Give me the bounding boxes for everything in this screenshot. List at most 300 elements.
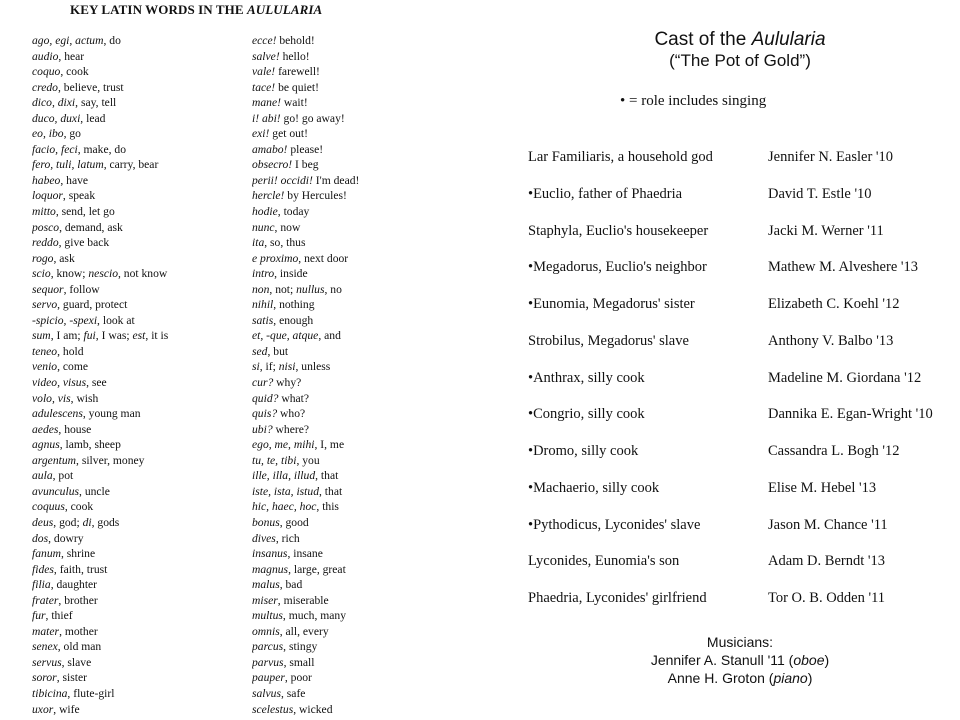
vocab-entry	[32, 251, 252, 267]
latin-term: pauper	[252, 671, 285, 685]
actor-name: Anthony V. Balbo '13	[768, 332, 894, 349]
vocab-entry	[252, 220, 462, 236]
vocabulary-title	[70, 2, 450, 18]
cast-title-work: Aulularia	[751, 29, 826, 50]
english-gloss: , today	[277, 205, 310, 219]
english-gloss: , wicked	[293, 702, 333, 716]
actor-name: Jason M. Chance '11	[768, 516, 888, 533]
actor-name: Dannika E. Egan-Wright '10	[768, 406, 933, 423]
vocab-entry	[252, 297, 462, 313]
latin-term: servus	[32, 655, 62, 669]
english-gloss: hello!	[279, 49, 310, 63]
latin-term: mater	[32, 624, 60, 638]
vocab-entry	[252, 33, 462, 49]
musician-line: Anne H. Groton (piano)	[667, 670, 813, 686]
english-gloss: , I am;	[50, 329, 84, 343]
english-gloss: I'm dead!	[312, 173, 360, 187]
vocab-entry	[252, 49, 462, 65]
latin-term: ille, illa, illud	[252, 469, 316, 483]
latin-term: amabo!	[252, 142, 288, 156]
english-gloss: , carry, bear	[103, 158, 159, 172]
latin-term: scelestus	[252, 702, 294, 716]
latin-term: magnus	[252, 562, 289, 576]
actor-name: David T. Estle '10	[768, 185, 872, 202]
english-gloss: , make, do	[77, 142, 127, 156]
vocab-entry	[32, 624, 252, 640]
musician-name: Anne H. Groton	[667, 670, 769, 686]
role-name: •Eunomia, Megadorus' sister	[528, 296, 695, 312]
english-gloss: , if;	[259, 360, 279, 374]
vocab-entry	[252, 639, 462, 655]
english-gloss: , cook	[64, 500, 94, 514]
latin-term: soror	[32, 671, 57, 685]
english-gloss: , enough	[273, 313, 314, 327]
latin-term: video, visus	[32, 376, 87, 390]
english-gloss: , look at	[97, 313, 135, 327]
latin-term: frater	[32, 593, 59, 607]
latin-term: bonus	[252, 515, 280, 529]
actor-name: Adam D. Berndt '13	[768, 553, 885, 570]
cast-title	[590, 28, 890, 52]
latin-term: uxor	[32, 702, 54, 716]
english-gloss: , silver, money	[76, 453, 145, 467]
latin-term: quis?	[252, 407, 278, 421]
role-name: •Pythodicus, Lyconides' slave	[528, 516, 701, 533]
vocab-entry	[252, 546, 462, 562]
role-name: •Euclio, father of Phaedria	[528, 185, 683, 202]
latin-term: scio	[32, 267, 51, 281]
latin-term: di	[82, 515, 92, 529]
vocab-entry	[252, 422, 462, 438]
vocab-entry	[32, 111, 252, 127]
latin-term: hic, haec, hoc	[252, 500, 317, 514]
latin-term: intro	[252, 267, 275, 281]
vocab-entry	[32, 126, 252, 142]
vocab-entry	[32, 670, 252, 686]
latin-term: dico, dixi	[32, 96, 76, 110]
latin-term: duco, duxi	[32, 111, 81, 125]
vocab-entry	[252, 562, 462, 578]
vocabulary-column-2	[252, 33, 462, 717]
latin-term: obsecro!	[252, 158, 293, 172]
english-gloss: , flute-girl	[67, 686, 115, 700]
vocab-entry	[252, 266, 462, 282]
vocab-entry	[32, 593, 252, 609]
english-gloss: , pot	[52, 469, 74, 483]
english-gloss: , god;	[53, 515, 83, 529]
latin-term: i! abi!	[252, 111, 281, 125]
vocab-entry	[32, 686, 252, 702]
actor-name: Madeline M. Giordana '12	[768, 369, 922, 386]
english-gloss: , dowry	[48, 531, 84, 545]
latin-term: hodie	[252, 205, 278, 219]
role-name: Lar Familiaris, a household god	[528, 149, 713, 165]
latin-term: -spicio, -spexi	[32, 313, 98, 327]
role-name: Phaedria, Lyconides' girlfriend	[528, 590, 707, 606]
english-gloss: , follow	[63, 282, 100, 296]
latin-term: volo, vis	[32, 391, 71, 405]
latin-term: parcus	[252, 640, 284, 654]
vocab-entry	[252, 484, 462, 500]
vocab-entry	[32, 531, 252, 547]
vocab-entry	[32, 546, 252, 562]
latin-term: fur	[32, 609, 46, 623]
latin-term: fui	[83, 329, 96, 343]
latin-term: miser	[252, 593, 278, 607]
latin-term: dos	[32, 531, 49, 545]
english-gloss: , hear	[58, 49, 85, 63]
english-gloss: , small	[283, 655, 315, 669]
latin-term: filia	[32, 578, 51, 592]
english-gloss: , lead	[80, 111, 106, 125]
actor-name: Elise M. Hebel '13	[768, 479, 877, 496]
vocab-entry	[252, 391, 462, 407]
latin-term: e proximo	[252, 251, 299, 265]
latin-term: reddo	[32, 236, 59, 250]
latin-term: adulescens	[32, 407, 83, 421]
english-gloss: , sister	[56, 671, 87, 685]
english-gloss: by Hercules!	[284, 189, 347, 203]
english-gloss: , thief	[45, 609, 73, 623]
latin-term: et, -que, atque	[252, 329, 319, 343]
latin-term: nullus	[296, 282, 325, 296]
english-gloss: , next door	[298, 251, 349, 265]
english-gloss: , demand, ask	[59, 220, 123, 234]
english-gloss: , not know	[118, 267, 168, 281]
vocab-entry	[32, 64, 252, 80]
latin-term: hercle!	[252, 189, 285, 203]
english-gloss: , guard, protect	[57, 298, 128, 312]
english-gloss: , see	[86, 376, 107, 390]
english-gloss: , old man	[57, 640, 102, 654]
latin-term: mane!	[252, 96, 281, 110]
musician-instrument: oboe	[793, 652, 825, 668]
vocab-entry	[32, 655, 252, 671]
latin-term: nisi	[278, 360, 296, 374]
vocab-entry	[252, 157, 462, 173]
vocab-entry	[252, 437, 462, 453]
english-gloss: , send, let go	[55, 205, 115, 219]
english-gloss: be quiet!	[275, 80, 319, 94]
vocab-entry	[32, 359, 252, 375]
vocab-entry	[252, 313, 462, 329]
latin-term: omnis	[252, 624, 280, 638]
role-name: Staphyla, Euclio's housekeeper	[528, 222, 709, 239]
actor-name: Jennifer N. Easler '10	[768, 149, 894, 165]
vocab-entry	[32, 515, 252, 531]
musicians-section	[590, 633, 890, 687]
vocab-entry	[32, 49, 252, 65]
english-gloss: , it is	[145, 329, 169, 343]
latin-term: aedes	[32, 422, 59, 436]
vocab-entry	[32, 608, 252, 624]
vocab-entry	[252, 359, 462, 375]
vocab-entry	[252, 531, 462, 547]
english-gloss: , insane	[287, 547, 323, 561]
actor-name: Jacki M. Werner '11	[768, 222, 884, 239]
english-gloss: , faith, trust	[53, 562, 108, 576]
english-gloss: , this	[316, 500, 339, 514]
vocabulary-title-prefix: KEY LATIN WORDS IN THE	[70, 2, 247, 17]
latin-term: nescio	[88, 267, 118, 281]
english-gloss: , say, tell	[75, 96, 117, 110]
vocab-entry	[252, 406, 462, 422]
latin-term: ago, egi, actum	[32, 34, 104, 47]
vocab-entry	[252, 608, 462, 624]
latin-term: facio, feci	[32, 142, 78, 156]
latin-term: est	[132, 329, 146, 343]
english-gloss: behold!	[276, 34, 315, 47]
english-gloss: , large, great	[288, 562, 346, 576]
english-gloss: , gods	[91, 515, 120, 529]
vocab-entry	[252, 204, 462, 220]
latin-term: agnus	[32, 438, 60, 452]
english-gloss: , you	[296, 453, 320, 467]
vocab-entry	[32, 437, 252, 453]
english-gloss: , house	[58, 422, 92, 436]
vocabulary-page	[0, 0, 468, 720]
vocab-entry	[252, 577, 462, 593]
latin-term: servo	[32, 298, 58, 312]
english-gloss: , lamb, sheep	[59, 438, 121, 452]
english-gloss: , all, every	[279, 624, 329, 638]
latin-term: credo	[32, 80, 58, 94]
vocab-entry	[252, 670, 462, 686]
latin-term: perii! occidi!	[252, 173, 313, 187]
latin-term: deus	[32, 515, 54, 529]
english-gloss: , poor	[284, 671, 312, 685]
latin-term: cur?	[252, 376, 274, 390]
english-gloss: , much, many	[282, 609, 347, 623]
english-gloss: , stingy	[283, 640, 318, 654]
vocab-entry	[252, 375, 462, 391]
english-gloss: , go	[63, 127, 81, 141]
vocab-entry	[252, 95, 462, 111]
latin-term: mitto	[32, 205, 56, 219]
latin-term: argentum	[32, 453, 77, 467]
vocab-entry	[252, 235, 462, 251]
vocab-entry	[252, 499, 462, 515]
vocab-entry	[32, 204, 252, 220]
vocab-entry	[252, 702, 462, 718]
english-gloss: , mother	[59, 624, 98, 638]
vocab-entry	[32, 266, 252, 282]
latin-term: iste, ista, istud	[252, 484, 319, 498]
english-gloss: , speak	[62, 189, 96, 203]
role-name: •Congrio, silly cook	[528, 406, 645, 423]
english-gloss: , have	[60, 173, 89, 187]
role-name: •Dromo, silly cook	[528, 443, 639, 459]
english-gloss: , brother	[58, 593, 98, 607]
latin-term: parvus	[252, 655, 284, 669]
role-name: Lyconides, Eunomia's son	[528, 553, 680, 570]
vocab-entry	[252, 142, 462, 158]
latin-term: sum	[32, 329, 51, 343]
musician-instrument: piano	[773, 670, 808, 686]
vocab-entry	[32, 220, 252, 236]
vocabulary-title-work: AULULARIA	[247, 2, 323, 17]
musician-name: Jennifer A. Stanull '11	[650, 652, 789, 668]
english-gloss: , believe, trust	[57, 80, 124, 94]
latin-term: malus	[252, 578, 280, 592]
vocab-entry	[252, 173, 462, 189]
vocab-entry	[252, 686, 462, 702]
latin-term: senex	[32, 640, 58, 654]
vocab-entry	[32, 282, 252, 298]
singing-legend: • = role includes singing	[620, 93, 767, 109]
vocab-entry	[252, 328, 462, 344]
latin-term: tibicina	[32, 686, 68, 700]
latin-term: posco	[32, 220, 60, 234]
english-gloss: please!	[287, 142, 324, 156]
english-gloss: , know;	[50, 267, 89, 281]
vocab-entry	[32, 173, 252, 189]
english-gloss: where?	[272, 422, 309, 436]
latin-term: rogo	[32, 251, 54, 265]
vocab-entry	[32, 157, 252, 173]
english-gloss: , but	[267, 344, 289, 358]
vocab-entry	[252, 282, 462, 298]
latin-term: venio	[32, 360, 58, 374]
vocab-entry	[252, 453, 462, 469]
english-gloss: , miserable	[277, 593, 329, 607]
actor-name: Elizabeth C. Koehl '12	[768, 296, 900, 312]
english-gloss: , uncle	[79, 484, 110, 498]
vocab-entry	[32, 33, 252, 49]
vocab-entry	[252, 515, 462, 531]
vocab-entry	[32, 142, 252, 158]
vocab-entry	[252, 468, 462, 484]
latin-term: avunculus	[32, 484, 80, 498]
latin-term: aula	[32, 469, 53, 483]
vocab-entry	[252, 126, 462, 142]
vocab-entry	[32, 639, 252, 655]
english-gloss: , young man	[82, 407, 141, 421]
latin-term: tace!	[252, 80, 276, 94]
latin-term: loquor	[32, 189, 63, 203]
latin-term: ubi?	[252, 422, 273, 436]
english-gloss: , that	[319, 484, 343, 498]
latin-term: ego, me, mihi	[252, 438, 315, 452]
english-gloss: , wish	[70, 391, 99, 405]
english-gloss: , hold	[57, 344, 84, 358]
vocab-entry	[32, 375, 252, 391]
cast-subtitle: (“The Pot of Gold”)	[669, 51, 811, 70]
vocab-entry	[252, 64, 462, 80]
vocab-entry	[252, 344, 462, 360]
english-gloss: , do	[103, 34, 121, 47]
vocab-entry	[252, 624, 462, 640]
actor-name: Mathew M. Alveshere '13	[768, 259, 918, 276]
musician-line: Jennifer A. Stanull '11 (oboe)	[650, 652, 830, 668]
english-gloss: get out!	[269, 127, 309, 141]
english-gloss: , that	[315, 469, 339, 483]
english-gloss: go! go away!	[280, 111, 345, 125]
vocab-entry	[252, 593, 462, 609]
latin-term: fanum	[32, 547, 61, 561]
vocab-entry	[32, 344, 252, 360]
latin-term: si	[252, 360, 260, 374]
english-gloss: , good	[279, 515, 309, 529]
cast-page	[480, 0, 960, 720]
vocab-entry	[32, 577, 252, 593]
vocab-entry	[32, 702, 252, 718]
role-name: •Megadorus, Euclio's neighbor	[528, 259, 707, 276]
latin-term: nunc	[252, 220, 275, 234]
vocab-entry	[252, 80, 462, 96]
vocab-entry	[252, 188, 462, 204]
english-gloss: , rich	[275, 531, 300, 545]
latin-term: tu, te, tibi	[252, 453, 297, 467]
latin-term: multus	[252, 609, 283, 623]
vocab-entry	[32, 562, 252, 578]
vocab-entry	[252, 111, 462, 127]
english-gloss: , and	[318, 329, 341, 343]
english-gloss: , give back	[58, 236, 110, 250]
vocab-entry	[252, 655, 462, 671]
latin-term: insanus	[252, 547, 288, 561]
latin-term: teneo	[32, 344, 58, 358]
latin-term: fero, tuli, latum	[32, 158, 104, 172]
musicians-list	[590, 651, 890, 687]
english-gloss: farewell!	[275, 65, 320, 79]
vocab-entry	[32, 328, 252, 344]
role-name: •Machaerio, silly cook	[528, 479, 660, 496]
english-gloss: , slave	[61, 655, 92, 669]
english-gloss: , safe	[280, 686, 306, 700]
latin-term: eo, ibo	[32, 127, 64, 141]
vocab-entry	[32, 406, 252, 422]
vocab-entry	[32, 188, 252, 204]
english-gloss: , so, thus	[264, 236, 306, 250]
vocab-entry	[32, 313, 252, 329]
latin-term: fides	[32, 562, 54, 576]
latin-term: sed	[252, 344, 268, 358]
english-gloss: , inside	[274, 267, 308, 281]
latin-term: coquus	[32, 500, 65, 514]
vocab-entry	[32, 80, 252, 96]
latin-term: satis	[252, 313, 274, 327]
english-gloss: , not;	[269, 282, 297, 296]
latin-term: dives	[252, 531, 276, 545]
role-name: •Anthrax, silly cook	[528, 369, 645, 386]
latin-term: non	[252, 282, 270, 296]
english-gloss: what?	[278, 391, 310, 405]
latin-term: nihil	[252, 298, 274, 312]
vocab-entry	[252, 251, 462, 267]
english-gloss: , shrine	[60, 547, 96, 561]
english-gloss: I beg	[292, 158, 319, 172]
english-gloss: , now	[274, 220, 301, 234]
latin-term: quid?	[252, 391, 279, 405]
musicians-label: Musicians:	[706, 634, 774, 650]
english-gloss: , no	[324, 282, 342, 296]
vocab-entry	[32, 95, 252, 111]
english-gloss: why?	[273, 376, 302, 390]
english-gloss: , I was;	[95, 329, 133, 343]
english-gloss: , nothing	[273, 298, 315, 312]
actor-name: Tor O. B. Odden '11	[768, 590, 886, 606]
latin-term: salvus	[252, 686, 281, 700]
english-gloss: , unless	[295, 360, 331, 374]
latin-term: exi!	[252, 127, 270, 141]
vocab-entry	[32, 499, 252, 515]
vocab-entry	[32, 453, 252, 469]
vocab-entry	[32, 422, 252, 438]
english-gloss: , I, me	[314, 438, 345, 452]
vocabulary-column-1	[32, 33, 252, 717]
english-gloss: who?	[277, 407, 306, 421]
